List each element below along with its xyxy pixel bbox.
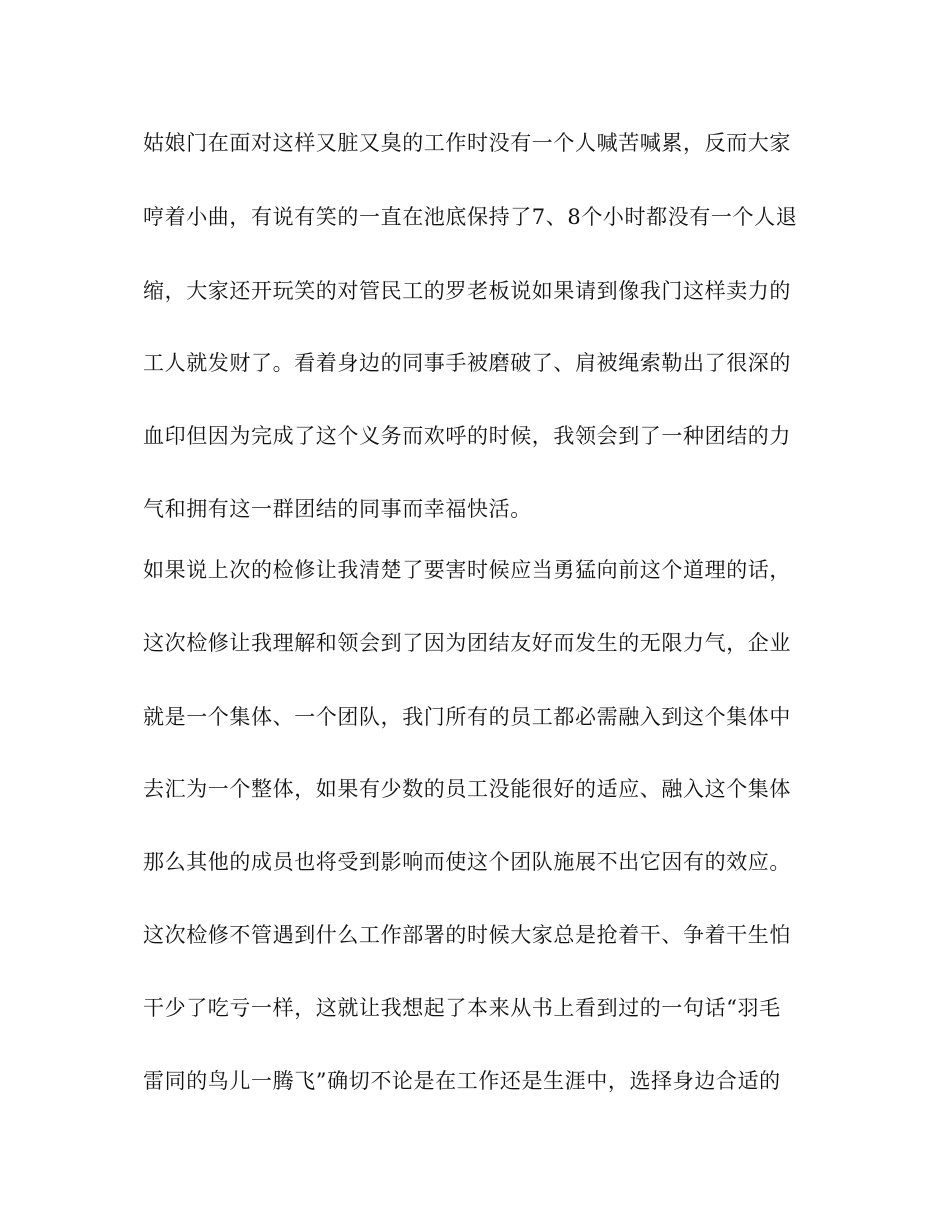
paragraph-line: 雷同的鸟儿一腾飞”确切不论是在工作还是生涯中，选择身边合适的 bbox=[143, 1069, 781, 1093]
paragraph-line: 姑娘门在面对这样又脏又臭的工作时没有一个人喊苦喊累，反而大家 bbox=[143, 131, 791, 155]
paragraph-line: 如果说上次的检修让我清楚了要害时候应当勇猛向前这个道理的话， bbox=[143, 558, 791, 582]
paragraph-line: 就是一个集体、一个团队，我门所有的员工都必需融入到这个集体中 bbox=[143, 705, 791, 729]
paragraph-line: 去汇为一个整体，如果有少数的员工没能很好的适应、融入这个集体 bbox=[143, 777, 791, 801]
paragraph-line: 血印但因为完成了这个义务而欢呼的时候，我领会到了一种团结的力 bbox=[143, 424, 791, 448]
paragraph-line: 这次检修不管遇到什么工作部署的时候大家总是抢着干、争着干生怕 bbox=[143, 923, 791, 947]
paragraph-line: 工人就发财了。看着身边的同事手被磨破了、肩被绳索勒出了很深的 bbox=[143, 351, 791, 375]
paragraph-line: 缩，大家还开玩笑的对管民工的罗老板说如果请到像我门这样卖力的 bbox=[143, 279, 791, 303]
paragraph-line: 这次检修让我理解和领会到了因为团结友好而发生的无限力气，企业 bbox=[143, 631, 791, 655]
paragraph-line: 哼着小曲，有说有笑的一直在池底保持了7、8个小时都没有一个人退 bbox=[143, 205, 798, 229]
paragraph-line: 干少了吃亏一样，这就让我想起了本来从书上看到过的一句话“羽毛 bbox=[143, 996, 781, 1020]
paragraph-line: 气和拥有这一群团结的同事而幸福快活。 bbox=[143, 497, 532, 521]
paragraph-line: 那么其他的成员也将受到影响而使这个团队施展不出它因有的效应。 bbox=[143, 850, 791, 874]
